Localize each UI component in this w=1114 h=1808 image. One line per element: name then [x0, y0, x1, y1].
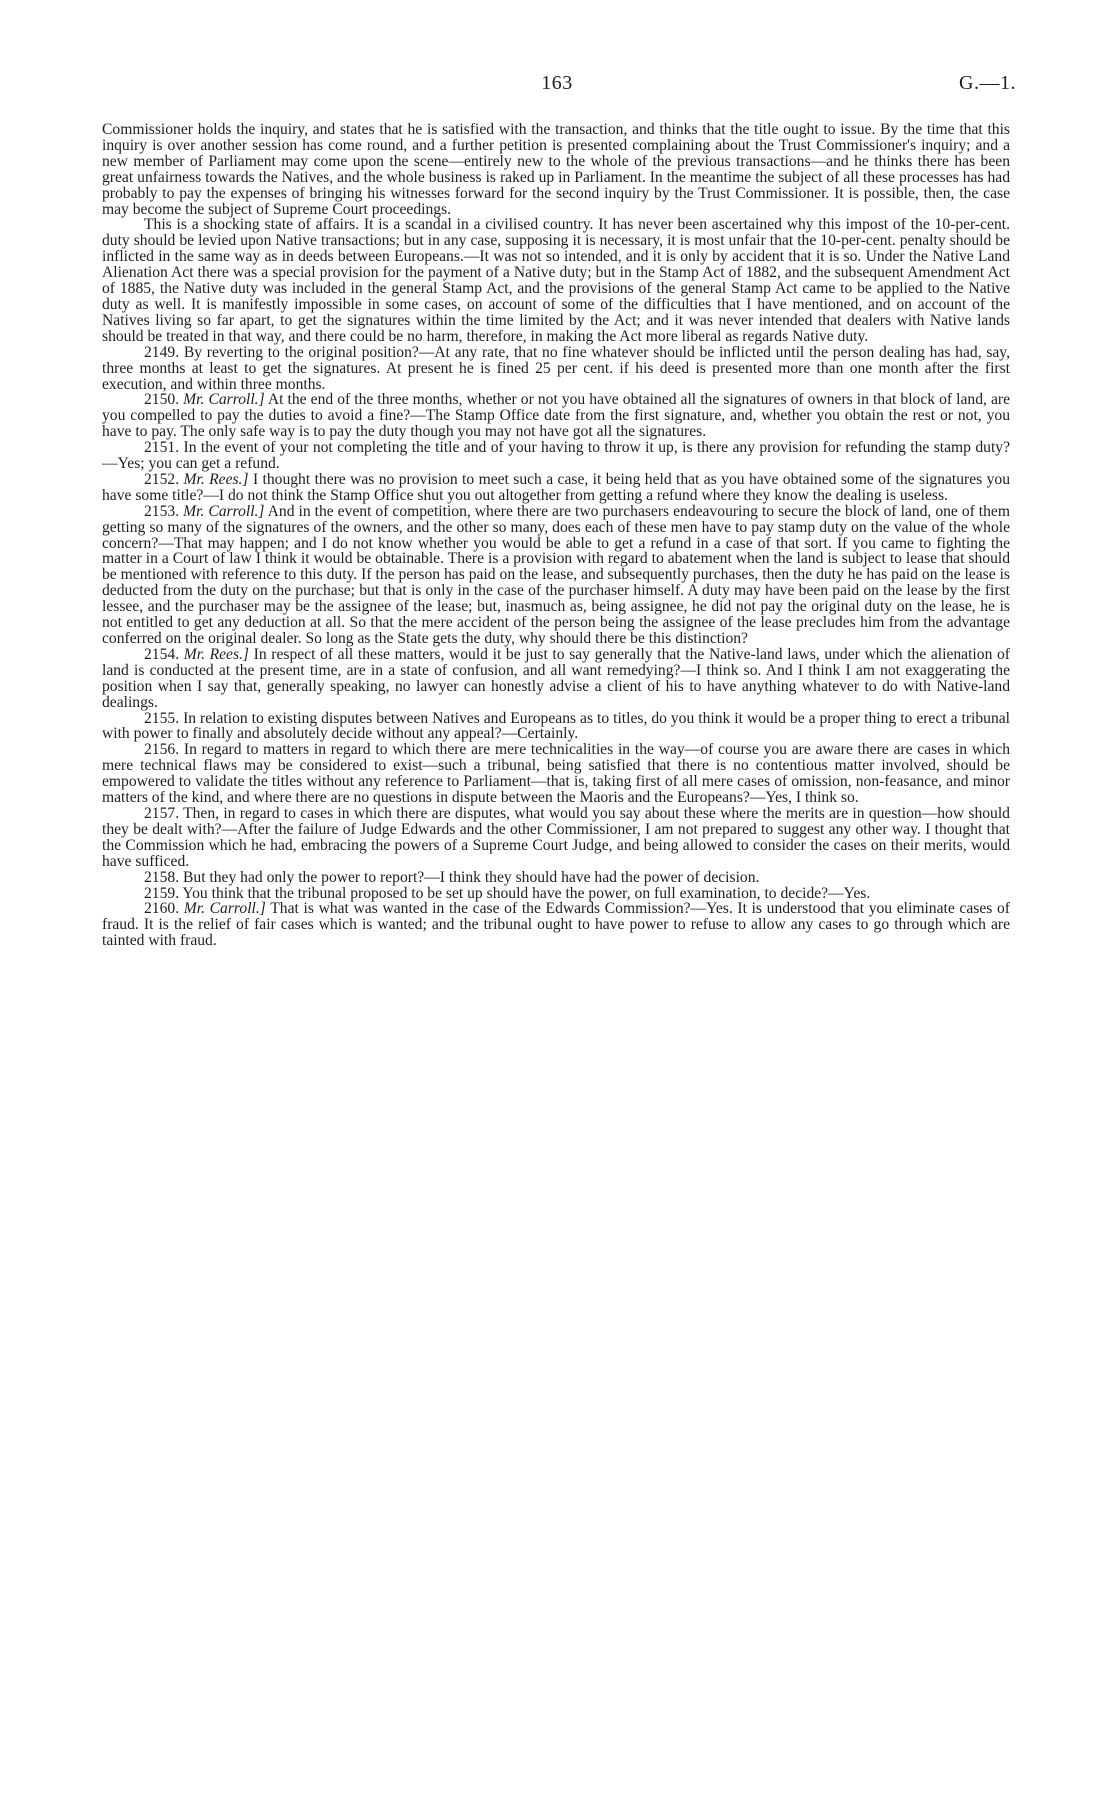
question-number: 2154. [144, 645, 180, 663]
question-number: 2153. [144, 502, 180, 520]
series-code: G.—1. [959, 72, 1016, 94]
question-number: 2158. [144, 868, 180, 886]
paragraph-text: In the event of your not completing the title and of your having to throw it up, is there any provision for refunding the stamp duty?—Yes; you can get a refund. [102, 439, 1010, 473]
paragraph [102, 217, 1010, 344]
paragraph-text: This is a shocking state of affairs. It is a scandal in a civilised country. It has never been ascertained why this impost of the 10-per-cent. duty should be levied upon Native transactions; but in any case, supposing it is necessary, it is most unfair that the 10-per-cent. penalty should be inflicted in the same way as in deeds between Europeans.—It was not so intended, and it is only by accident that it is so. Under the Native Land Alienation Act there was a special provision for the payment of a Native duty; but in the Stamp Act of 1882, and the subsequent Amendment Act of 1885, the Native duty was included in the general Stamp Act, and the provisions of the general Stamp Act came to be applied to the Native duty as well. It is manifestly impossible in some cases, on account of some of the difficulties that I have mentioned, and on account of the Natives living so far apart, to get the signatures within the time limited by the Act; and it was never intended that dealers with Native lands should be treated in that way, and there could be no harm, therefore, in making the Act more liberal as regards Native duty. [102, 216, 1010, 345]
speaker-name: Mr. Rees.] [183, 645, 249, 663]
paragraph-text: In relation to existing disputes between Natives and Europeans as to titles, do you think it would be a proper thing to erect a tribunal with power to finally and absolutely decide without any appeal?—Certainly. [102, 709, 1010, 743]
question-number: 2157. [144, 804, 180, 822]
page-number: 163 [541, 72, 573, 94]
question-paragraph [102, 647, 1010, 711]
question-number: 2156. [144, 741, 180, 759]
paragraph-text: Then, in regard to cases in which there are disputes, what would you say about these where the merits are in question—how should they be dealt with?—After the failure of Judge Edwards and the other Commissioner, I am not prepared to suggest any other way. I thought that the Commission which he had, embracing the powers of a Supreme Court Judge, and being allowed to consider the cases on their merits, would have sufficed. [102, 804, 1010, 870]
speaker-name: Mr. Rees.] [183, 470, 249, 488]
paragraph-text: That is what was wanted in the case of the Edwards Commission?—Yes. It is understood that you eliminate cases of fraud. It is the relief of fair cases which is wanted; and the tribunal ought to have power to refuse to allow any cases to go through which are tainted with fraud. [102, 900, 1010, 950]
question-paragraph [102, 711, 1010, 743]
question-number: 2159. [144, 884, 180, 902]
question-paragraph [102, 886, 1010, 902]
question-paragraph [102, 440, 1010, 472]
paragraph [102, 122, 1010, 217]
question-paragraph [102, 806, 1010, 870]
question-number: 2160. [144, 900, 180, 918]
paragraph-text: Commissioner holds the inquiry, and states that he is satisfied with the transaction, and thinks that the title ought to issue. By the time that this inquiry is over another session has come round, and a further petition is presented complaining about the Trust Commissioner's inquiry; and a new member of Parliament may come upon the scene—entirely new to the whole of the previous transactions—and he thinks there has been great unfairness towards the Natives, and the whole business is raked up in Parliament. In the meantime the subject of all these processes has had probably to pay the expenses of bringing his witnesses forward for the second inquiry by the Trust Commissioner. It is possible, then, the case may become the subject of Supreme Court proceedings. [102, 121, 1010, 218]
question-paragraph [102, 345, 1010, 393]
question-paragraph [102, 742, 1010, 806]
speaker-name: Mr. Carroll.] [183, 502, 265, 520]
question-number: 2151. [144, 439, 180, 457]
question-paragraph [102, 472, 1010, 504]
paragraph-text: In regard to matters in regard to which there are mere technicalities in the way—of course you are aware there are cases in which mere technical flaws may be considered to exist—such a tribunal, being satisfied that there is no contentious matter involved, should be empowered to validate the titles without any reference to Parliament—that is, taking first of all mere cases of omission, non-feasance, and minor matters of the kind, and where there are no questions in dispute between the Maoris and the Europeans?—Yes, I think so. [102, 741, 1010, 807]
paragraph-text: But they had only the power to report?—I think they should have had the power of decision. [183, 868, 760, 886]
paragraph-text: I thought there was no provision to meet such a case, it being held that as you have obtained some of the signatures you have some title?—I do not think the Stamp Office shut you out altogether from getting a refund where they know the dealing is useless. [102, 470, 1011, 504]
paragraph-text: By reverting to the original position?—At any rate, that no fine whatever should be inflicted until the person dealing has had, say, three months at least to get the signatures. At present he is fined 25 per cent. if his deed is presented more than one month after the first execution, and within three months. [102, 343, 1010, 393]
question-paragraph [102, 870, 1010, 886]
speaker-name: Mr. Carroll.] [183, 391, 265, 409]
paragraph-text: In respect of all these matters, would it be just to say generally that the Native-land laws, under which the alienation of land is conducted at the present time, are in a state of confusion, and all want remedying?—I think so. And I think I am not exaggerating the position when I say that, generally speaking, no lawyer can honestly advise a client of his to have anything whatever to do with Native-land dealings. [102, 645, 1010, 711]
paragraph-text: You think that the tribunal proposed to be set up should have the power, on full examination, to decide?—Yes. [182, 884, 871, 902]
document-body [102, 122, 1010, 949]
question-number: 2152. [144, 470, 180, 488]
question-paragraph [102, 392, 1010, 440]
question-number: 2155. [144, 709, 180, 727]
question-paragraph [102, 504, 1010, 647]
question-number: 2150. [144, 391, 180, 409]
question-number: 2149. [144, 343, 180, 361]
paragraph-text: And in the event of competition, where there are two purchasers endeavouring to secure the block of land, one of them getting so many of the signatures of the owners, and the other so many, does each of these men have to pay stamp duty on the value of the whole concern?—That may happen; and I do not know whether you would be able to get a refund in a case of that sort. If you came to fighting the matter in a Court of law I think it would be obtainable. There is a provision with regard to abatement when the land is subject to lease that should be mentioned with reference to this duty. If the person has paid on the lease, and subsequently purchases, then the duty he has paid on the lease is deducted from the duty on the purchase; but that is only in the case of the purchaser himself. A duty may have been paid on the lease by the first lessee, and the purchaser may be the assignee of the lease; but, inasmuch as, being assignee, he did not pay the original duty on the lease, he is not entitled to get any deduction at all. So that the mere accident of the person being the assignee of the lease precludes him from the advantage conferred on the original dealer. So long as the State gets the duty, why should there be this distinction? [102, 502, 1010, 647]
paragraph-text: At the end of the three months, whether or not you have obtained all the signatures of owners in that block of land, are you compelled to pay the duties to avoid a fine?—The Stamp Office date from the first signature, and, whether you obtain the rest or not, you have to pay. The only safe way is to pay the duty though you may not have got all the signatures. [102, 391, 1011, 441]
speaker-name: Mr. Carroll.] [183, 900, 266, 918]
page-header [98, 72, 1016, 102]
question-paragraph [102, 901, 1010, 949]
